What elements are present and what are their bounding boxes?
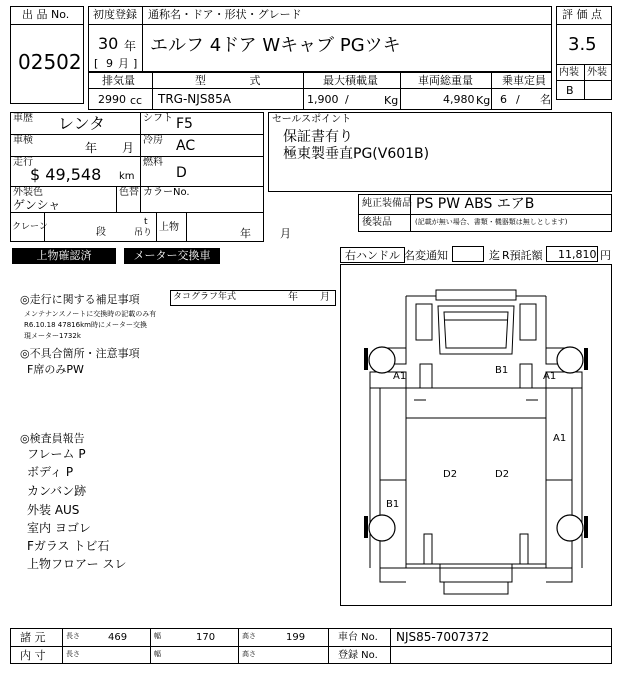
rhd-chip: 右ハンドル <box>340 247 405 263</box>
lot-no-label: 出 品 No. <box>22 8 70 21</box>
mark-d2-right: D2 <box>495 469 510 480</box>
capacity-slash: / <box>516 93 520 106</box>
capacity-unit: 名 <box>540 93 551 106</box>
std-equipment-label: 純正装備品 <box>362 198 412 209</box>
width: 170 <box>196 632 216 643</box>
ext-color-label: 外装色 <box>13 187 43 198</box>
report-line-4: 外装 AUS <box>27 503 80 517</box>
max-load-slash: / <box>345 93 349 106</box>
mileage: $ 49,548 <box>30 165 102 184</box>
dimensions-label: 諸 元 <box>20 631 46 644</box>
fuel-label: 燃料 <box>143 157 163 168</box>
displacement-label: 排気量 <box>102 74 135 87</box>
crane-label: クレーン <box>12 222 48 232</box>
inspection-month-unit: 月 <box>122 141 135 155</box>
gvw-label: 車両総重量 <box>418 74 473 87</box>
inspector-header: ◎検査員報告 <box>20 432 85 445</box>
model-label: 型 式 <box>195 74 261 87</box>
mileage-note-1: メンテナンスノートに交換時の記載のみ有 <box>24 310 157 318</box>
recycle-unit: 円 <box>600 249 611 262</box>
mark-b1-rear-left: B1 <box>386 499 400 510</box>
width-label: 幅 <box>154 632 161 640</box>
meter-replaced-badge: メーター交換車 <box>124 248 220 264</box>
chassis: NJS85-7007372 <box>396 630 490 644</box>
exterior-label: 外装 <box>587 67 607 78</box>
car-name-label: 通称名・ドア・形状・グレード <box>148 8 302 21</box>
shift-label: シフト <box>143 113 173 124</box>
first-reg-label: 初度登録 <box>93 8 137 21</box>
report-line-2: ボディ P <box>27 465 74 479</box>
ac-label: 冷房 <box>143 135 163 146</box>
body-label: 上物 <box>159 222 179 233</box>
displacement-unit: cc <box>130 94 143 107</box>
history: レンタ <box>58 114 105 133</box>
capacity-label: 乗車定員 <box>502 74 546 87</box>
name-change-label: 名変通知 <box>404 249 448 262</box>
mark-a1-side-right: A1 <box>553 433 567 444</box>
shift: F5 <box>176 116 193 132</box>
interior-grade: B <box>566 84 574 97</box>
gvw: 4,980 <box>443 93 475 106</box>
defects-line-1: F席のみPW <box>27 363 84 376</box>
max-load: 1,900 <box>307 93 339 106</box>
length-label: 長さ <box>66 632 80 640</box>
mark-a1-front-right: A1 <box>543 371 557 382</box>
ext-color: ゲンシャ <box>13 198 61 212</box>
aftermarket-note: (記載が無い場合、書類・機器類は無しとします) <box>415 218 568 226</box>
recycle-value: 11,810 <box>558 248 597 261</box>
report-line-1: フレーム P <box>27 447 86 461</box>
mark-d2-left: D2 <box>443 469 458 480</box>
mark-b1-front: B1 <box>495 365 509 376</box>
registration-label: 登録 No. <box>338 650 378 661</box>
mileage-note-2: R6.10.18 47816km時にメーター交換 <box>24 321 147 329</box>
reg-month-unit: 月 <box>118 57 129 70</box>
report-line-3: カンバン跡 <box>27 484 87 498</box>
crane-ton-unit: t <box>144 217 148 227</box>
std-equipment: PS PW ABS エアB <box>416 196 535 212</box>
reg-month-bracket-close: ] <box>133 57 138 70</box>
capacity: 6 <box>500 93 507 106</box>
report-line-6: Fガラス トビ石 <box>27 539 110 553</box>
chassis-label: 車台 No. <box>338 632 378 643</box>
displacement: 2990 <box>98 93 126 106</box>
max-load-label: 最大積載量 <box>323 74 378 87</box>
history-label: 車歴 <box>13 113 33 124</box>
recycle-label: R預託額 <box>502 249 543 262</box>
in-width-label: 幅 <box>154 650 161 658</box>
ac: AC <box>176 138 196 154</box>
lot-no: 02502 <box>18 50 82 74</box>
mileage-label: 走行 <box>13 157 33 168</box>
in-height-label: 高さ <box>242 650 256 658</box>
mark-a1-front-left: A1 <box>393 371 407 382</box>
tacho-label: タコグラフ年式 <box>173 292 237 302</box>
report-line-7: 上物フロアー スレ <box>27 557 127 571</box>
mileage-unit: km <box>119 171 135 182</box>
tacho-year-unit: 年 <box>288 292 298 303</box>
model: TRG-NJS85A <box>158 92 231 106</box>
name-change-box <box>452 246 484 262</box>
height-label: 高さ <box>242 632 256 640</box>
report-line-5: 室内 ヨゴレ <box>27 521 91 535</box>
sales-points-label: セールスポイント <box>272 114 352 125</box>
interior-dim-label: 内 寸 <box>20 649 46 662</box>
sales-point-2: 極東製垂直PG(V601B) <box>283 146 430 162</box>
inspection-year-unit: 年 <box>85 141 98 155</box>
in-length-label: 長さ <box>66 650 80 658</box>
reg-month-bracket-open: [ <box>94 57 99 70</box>
reg-year: 30 <box>98 34 119 53</box>
aftermarket-label: 後装品 <box>362 217 392 228</box>
max-load-unit: Kg <box>384 94 399 107</box>
car-name: エルフ 4ドア Wキャブ PGツキ <box>150 35 401 56</box>
color-code-label: カラーNo. <box>143 187 190 198</box>
sales-point-1: 保証書有り <box>283 129 353 145</box>
mileage-notes-header: ◎走行に関する補足事項 <box>20 293 140 306</box>
defects-header: ◎不具合箇所・注意事項 <box>20 347 140 360</box>
tax-label: 迄 <box>489 249 500 262</box>
gvw-unit: Kg <box>476 94 491 107</box>
length: 469 <box>108 632 128 643</box>
interior-label: 内装 <box>559 67 579 78</box>
truck-outline-diagram <box>340 264 612 606</box>
body-check-badge: 上物確認済 <box>12 248 116 264</box>
reg-month: 9 <box>106 57 113 70</box>
tacho-month-unit: 月 <box>320 292 330 303</box>
score-label: 評 価 点 <box>562 8 602 21</box>
color-no-label: 色替 <box>119 187 139 198</box>
body-month-unit: 月 <box>280 227 291 240</box>
fuel: D <box>176 165 187 181</box>
height: 199 <box>286 632 306 643</box>
crane-lift-label: 吊り <box>134 228 153 238</box>
reg-year-unit: 年 <box>124 39 137 53</box>
inspection-label: 車検 <box>13 135 33 146</box>
mileage-note-3: 現メーター1732k <box>24 332 81 340</box>
score: 3.5 <box>568 34 597 55</box>
body-year-unit: 年 <box>240 227 251 240</box>
crane-step-unit: 段 <box>96 227 106 238</box>
